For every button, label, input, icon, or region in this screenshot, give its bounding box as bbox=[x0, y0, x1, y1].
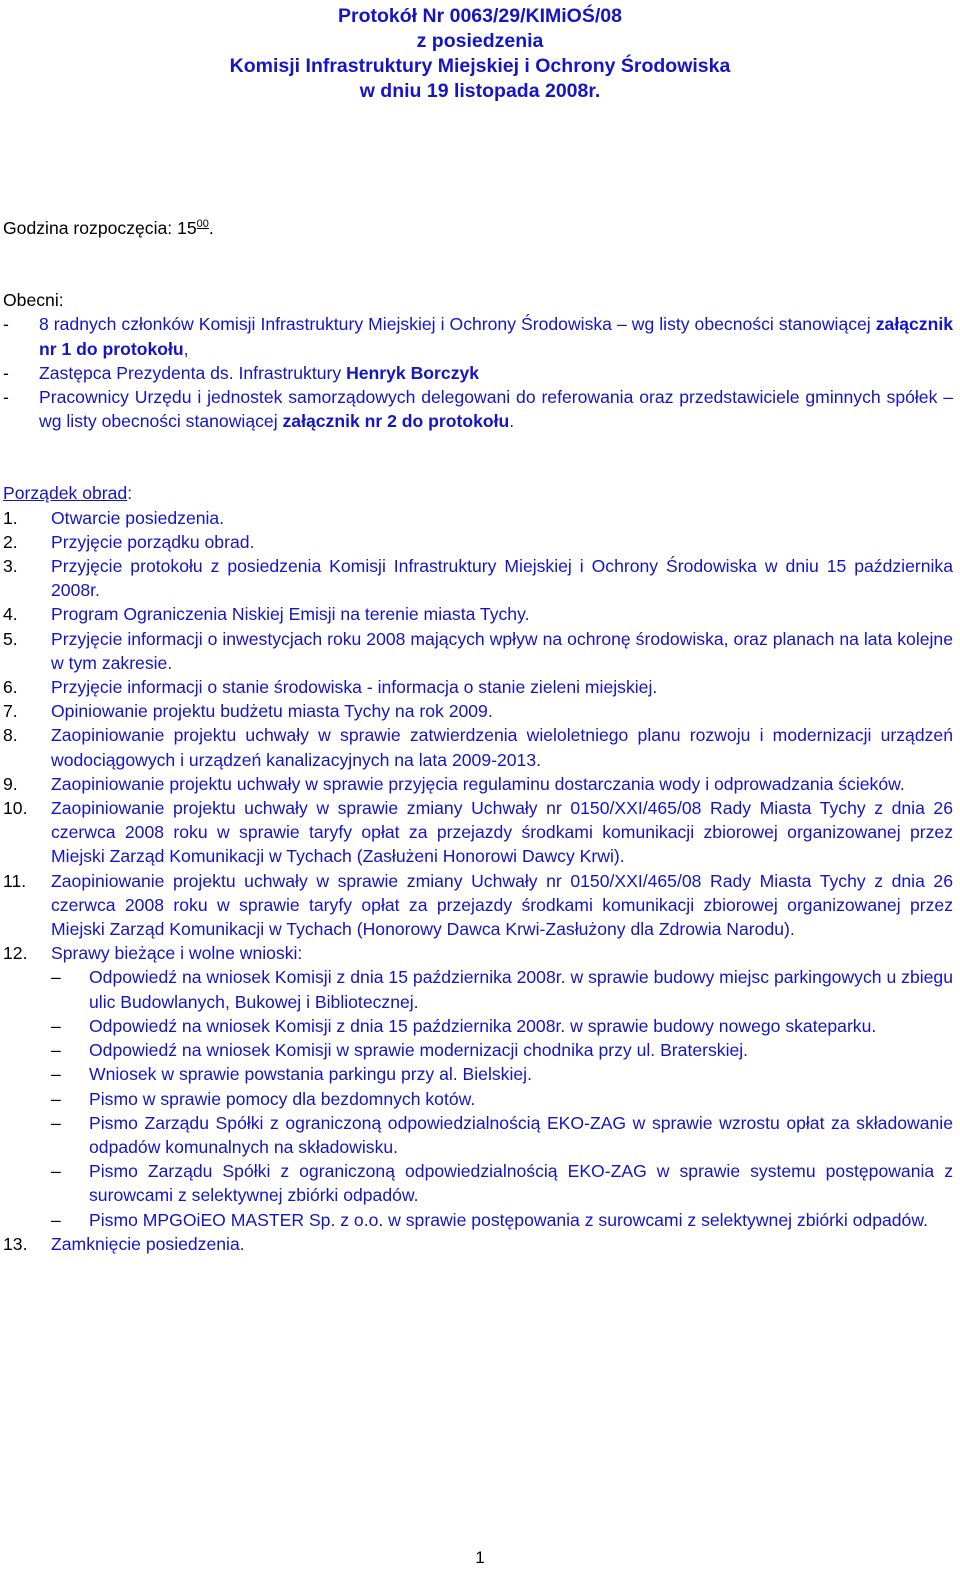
agenda-item-text: Przyjęcie informacji o stanie środowiska - informacja o stanie zieleni miejskiej. bbox=[51, 677, 658, 698]
agenda-item bbox=[3, 506, 953, 530]
present-item-text: Pracownicy Urzędu i jednostek samorządowych delegowani do referowania oraz przedstawiciele gminnych spółek – wg listy obecności stanowiącej bbox=[39, 387, 953, 432]
title-line-4: w dniu 19 listopada 2008r. bbox=[359, 80, 601, 102]
agenda-item-number: 8. bbox=[3, 725, 18, 746]
agenda-sub-item-text: Odpowiedź na wniosek Komisji w sprawie modernizacji chodnika przy ul. Braterskiej. bbox=[89, 1040, 749, 1061]
agenda-item-text: Przyjęcie informacji o inwestycjach roku 2008 mających wpływ na ochronę środowiska, oraz planach na lata kolejne w tym zakresie. bbox=[51, 628, 953, 673]
agenda-sub-item bbox=[3, 1038, 953, 1062]
start-time-label: Godzina rozpoczęcia: 15 bbox=[3, 218, 197, 238]
title-line-1: Protokół Nr 0063/29/KIMiOŚ/08 bbox=[338, 5, 622, 27]
agenda-sub-item bbox=[3, 1014, 953, 1038]
dash-marker: – bbox=[51, 1015, 61, 1036]
agenda-item-number: 9. bbox=[3, 773, 18, 794]
agenda-item bbox=[3, 675, 953, 699]
present-item bbox=[3, 385, 953, 433]
agenda-item-number: 1. bbox=[3, 507, 18, 528]
agenda-item-text: Sprawy bieżące i wolne wnioski: bbox=[51, 943, 303, 964]
person-name: Henryk Borczyk bbox=[346, 362, 480, 383]
present-item-text: Zastępca Prezydenta ds. Infrastruktury bbox=[39, 362, 347, 383]
agenda-item-number: 10. bbox=[3, 798, 28, 819]
agenda-sub-item bbox=[3, 1208, 953, 1232]
agenda-item-text: Program Ograniczenia Niskiej Emisji na terenie miasta Tychy. bbox=[51, 604, 530, 625]
agenda-item-text: Zamknięcie posiedzenia. bbox=[51, 1233, 245, 1254]
dash-marker: – bbox=[51, 1064, 61, 1085]
agenda-sub-item-text: Odpowiedź na wniosek Komisji z dnia 15 października 2008r. w sprawie budowy nowego skateparku. bbox=[89, 1015, 877, 1036]
agenda-item bbox=[3, 1232, 953, 1256]
title-line-2: z posiedzenia bbox=[416, 30, 544, 52]
agenda-sub-item bbox=[3, 1111, 953, 1159]
agenda-item-text: Zaopiniowanie projektu uchwały w sprawie przyjęcia regulaminu dostarczania wody i odprowadzania ścieków. bbox=[51, 773, 905, 794]
agenda-sub-list bbox=[3, 965, 953, 1231]
agenda-sub-item-text: Wniosek w sprawie powstania parkingu przy al. Bielskiej. bbox=[89, 1064, 532, 1085]
start-time-end: . bbox=[208, 218, 214, 238]
agenda-sub-item bbox=[3, 1087, 953, 1111]
agenda-item-text: Otwarcie posiedzenia. bbox=[51, 507, 225, 528]
punct: : bbox=[127, 483, 133, 504]
agenda-item bbox=[3, 723, 953, 771]
present-item bbox=[3, 361, 953, 385]
agenda-item bbox=[3, 602, 953, 626]
page-number: 1 bbox=[475, 1548, 485, 1567]
agenda-item-text: Zaopiniowanie projektu uchwały w sprawie zmiany Uchwały nr 0150/XXI/465/08 Rady Miasta Tychy z dnia 26 czerwca 2008 roku w sprawie taryfy opłat za przejazdy środkami komunikacji zbiorowej organizowanej przez Miejski Zarząd Komunikacji w Tychach (Honorowy Dawca Krwi-Zasłużony dla Zdrowia Narodu). bbox=[51, 870, 953, 940]
agenda-item bbox=[3, 530, 953, 554]
start-time-minutes: 00 bbox=[196, 218, 209, 230]
agenda-item-text: Zaopiniowanie projektu uchwały w sprawie zatwierdzenia wieloletniego planu rozwoju i modernizacji urządzeń wodociągowych i urządzeń kanalizacyjnych na lata 2009-2013. bbox=[51, 725, 953, 770]
agenda-heading bbox=[3, 481, 953, 505]
agenda-sub-item-text: Pismo MPGOiEO MASTER Sp. z o.o. w sprawie postępowania z surowcami z selektywnej zbiórki odpadów. bbox=[89, 1209, 928, 1230]
agenda-sub-item bbox=[3, 1159, 953, 1207]
agenda-item-number: 5. bbox=[3, 628, 18, 649]
agenda-list bbox=[3, 506, 953, 966]
dash-marker: - bbox=[3, 314, 9, 335]
dash-marker: – bbox=[51, 1161, 61, 1182]
agenda-sub-item-text: Pismo Zarządu Spółki z ograniczoną odpowiedzialnością EKO-ZAG w sprawie wzrostu opłat za składowanie odpadów komunalnych na składowisku. bbox=[89, 1112, 953, 1157]
agenda-item bbox=[3, 699, 953, 723]
title-line-3: Komisji Infrastruktury Miejskiej i Ochrony Środowiska bbox=[229, 55, 731, 77]
punct: . bbox=[509, 411, 515, 432]
agenda-heading-text: Porządek obrad bbox=[3, 483, 128, 504]
start-time bbox=[3, 212, 953, 240]
present-item-text: 8 radnych członków Komisji Infrastruktury Miejskiej i Ochrony Środowiska – wg listy obecności stanowiącej bbox=[39, 314, 876, 335]
agenda-item-text: Zaopiniowanie projektu uchwały w sprawie zmiany Uchwały nr 0150/XXI/465/08 Rady Miasta Tychy z dnia 26 czerwca 2008 roku w sprawie taryfy opłat za przejazdy środkami komunikacji zbiorowej organizowanej przez Miejski Zarząd Komunikacji w Tychach (Zasłużeni Honorowi Dawcy Krwi). bbox=[51, 798, 953, 867]
agenda-item bbox=[3, 772, 953, 796]
agenda-item-number: 4. bbox=[3, 604, 18, 625]
agenda-item-number: 3. bbox=[3, 556, 18, 577]
document-title bbox=[0, 4, 960, 104]
agenda-item bbox=[3, 627, 953, 675]
attachment-ref: załącznik nr 1 do protokołu bbox=[39, 314, 953, 359]
dash-marker: - bbox=[3, 362, 9, 383]
agenda-item-number: 7. bbox=[3, 701, 18, 722]
agenda-item-number: 2. bbox=[3, 531, 18, 552]
dash-marker: – bbox=[51, 1112, 61, 1133]
agenda-item-text: Opiniowanie projektu budżetu miasta Tychy na rok 2009. bbox=[51, 701, 493, 722]
agenda-item-number: 11. bbox=[3, 870, 27, 891]
agenda-item-number: 12. bbox=[3, 943, 28, 964]
agenda-item bbox=[3, 796, 953, 869]
agenda-item-text: Przyjęcie porządku obrad. bbox=[51, 531, 255, 552]
agenda-item bbox=[3, 554, 953, 602]
agenda-item-number: 6. bbox=[3, 677, 18, 698]
punct: , bbox=[183, 338, 189, 359]
agenda-item bbox=[3, 941, 953, 965]
dash-marker: – bbox=[51, 1209, 61, 1230]
agenda-item-text: Przyjęcie protokołu z posiedzenia Komisji Infrastruktury Miejskiej i Ochrony Środowiska w dniu 15 października 2008r. bbox=[51, 556, 953, 601]
dash-marker: – bbox=[51, 967, 61, 988]
dash-marker: – bbox=[51, 1088, 61, 1109]
dash-marker: – bbox=[51, 1040, 61, 1061]
present-heading: Obecni: bbox=[3, 290, 64, 311]
agenda-sub-item bbox=[3, 1062, 953, 1086]
agenda-sub-item-text: Odpowiedź na wniosek Komisji z dnia 15 października 2008r. w sprawie budowy miejsc parkingowych u zbiegu ulic Budowlanych, Bukowej i Bibliotecznej. bbox=[89, 967, 953, 1012]
dash-marker: - bbox=[3, 387, 9, 408]
attachment-ref: załącznik nr 2 do protokołu bbox=[282, 411, 510, 432]
present-item bbox=[3, 312, 953, 360]
agenda-sub-item-text: Pismo w sprawie pomocy dla bezdomnych kotów. bbox=[89, 1088, 476, 1109]
agenda-sub-item-text: Pismo Zarządu Spółki z ograniczoną odpowiedzialnością EKO-ZAG w sprawie systemu postępowania z surowcami z selektywnej zbiórki odpadów. bbox=[89, 1161, 953, 1206]
document-body bbox=[3, 212, 953, 1256]
agenda-item bbox=[3, 869, 953, 942]
agenda-sub-item bbox=[3, 965, 953, 1013]
agenda-item-number: 13. bbox=[3, 1233, 28, 1254]
